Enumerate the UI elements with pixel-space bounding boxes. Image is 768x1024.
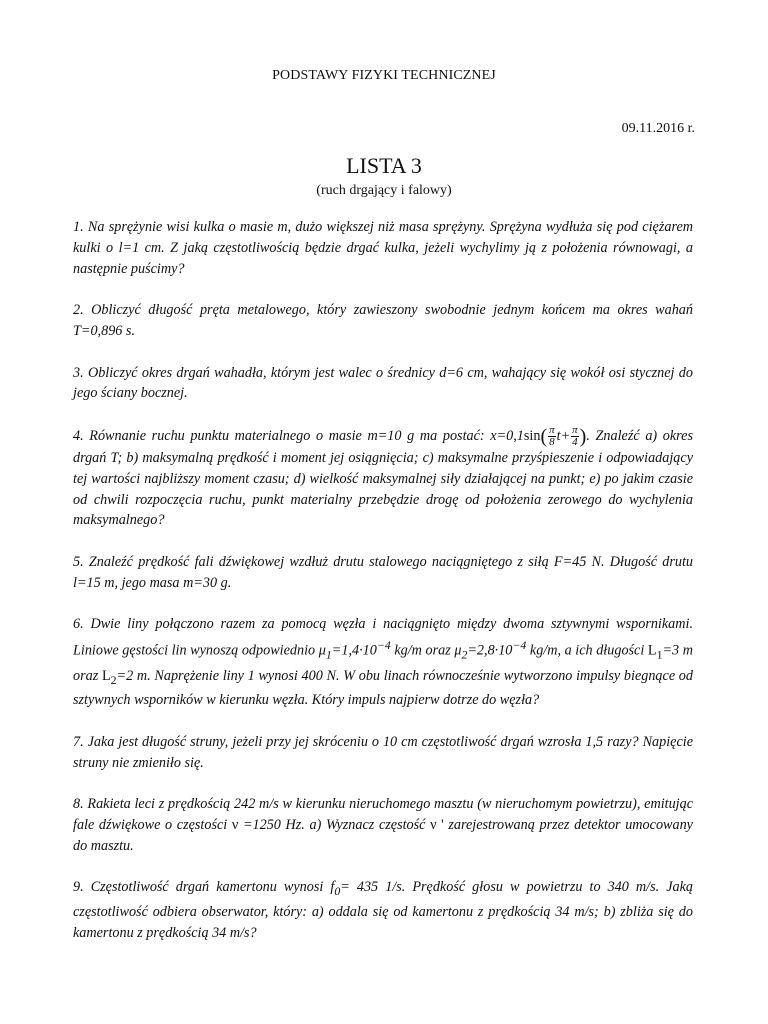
mu1-exponent: −4 xyxy=(376,638,391,653)
problem-4-rest: . Znaleźć a) okres drgań T; b) maksymalną prędkość i moment jej osiągnięcia; c) maksymalne przyśpieszenie i odpowiadający tej wartości najbliższy moment czasu; d) wielkość maksymalnej siły działającej na punkt; e) po jakim czasie od chwili rozpoczęcia ruchu, punkt materialny przebędzie drogę od położenia zerowego do wychylenia maksymalnego? xyxy=(73,427,693,529)
mu1-value: =1,4·10 xyxy=(331,642,377,659)
fraction-2-denominator: 4 xyxy=(572,435,578,448)
list-subtitle: (ruch drgający i falowy) xyxy=(316,183,452,198)
L1-subscript: 1 xyxy=(656,647,663,662)
fraction-2-numerator: π xyxy=(572,423,578,436)
problem-8-part1: 8. Rakieta leci z prędkością 242 m/s w kierunku nieruchomego masztu (w nieruchomym powietrzu), emitując fale dźwiękowe o częstości xyxy=(73,796,693,833)
problem-9 xyxy=(73,877,693,943)
problem-6 xyxy=(73,614,693,711)
problem-4-intro: 4. Równanie ruchu punktu materialnego o masie m=10 g ma postać: xyxy=(73,427,491,444)
f0-subscript: 0 xyxy=(334,884,341,899)
problem-2: 2. Obliczyć długość pręta metalowego, który zawieszony swobodnie jednym końcem ma okres wahań T=0,896 s. xyxy=(73,302,693,339)
mu2-value: =2,8·10 xyxy=(467,642,513,659)
fraction-1-denominator: 8 xyxy=(549,435,555,448)
equation-open-paren: ( xyxy=(540,425,548,448)
fraction-1-numerator: π xyxy=(549,423,555,436)
equation-x: x=0,1 xyxy=(490,427,524,444)
L1-symbol: L xyxy=(647,642,657,659)
nu-symbol: ν xyxy=(231,816,239,833)
fraction-pi-over-4 xyxy=(571,425,579,448)
L2-symbol: L xyxy=(101,667,111,684)
L1-value: =3 m oraz xyxy=(73,642,693,684)
problem-3: 3. Obliczyć okres drgań wahadła, którym jest walec o średnicy d=6 cm, wahający się wokół osi stycznej do jego ściany bocznej. xyxy=(73,364,693,402)
problem-1: 1. Na sprężynie wisi kulka o masie m, dużo większej niż masa sprężyny. Sprężyna wydłuża się pod ciężarem kulki o l=1 cm. Z jaką częstotliwością będzie drgać kulka, jeżeli wychylimy ją z położenia równowagi, a następnie puścimy? xyxy=(73,219,693,277)
problem-5: 5. Znaleźć prędkość fali dźwiękowej wzdłuż drutu stalowego naciągniętego z siłą F=45 N. Długość drutu l=15 m, jego masa m=30 g. xyxy=(73,553,693,591)
mu2-symbol: μ xyxy=(454,642,462,659)
nu-prime-symbol: ν ' xyxy=(430,816,444,833)
problem-8-part3: zarejestrowaną przez detektor umocowany do masztu. xyxy=(73,816,693,854)
f0-symbol: f xyxy=(330,879,335,896)
mu2-exponent: −4 xyxy=(512,638,527,653)
problem-9-part1: 9. Częstotliwość drgań kamertonu wynosi xyxy=(73,879,331,896)
mu2-unit: kg/m xyxy=(526,642,558,659)
problem-6-part1: 6. Dwie liny połączono razem za pomocą węzła i naciągnięto między dwoma sztywnymi wspornikami. Liniowe gęstości lin wynoszą odpowiednio xyxy=(73,616,693,659)
list-title: LISTA 3 xyxy=(346,153,422,178)
problem-6-part2: , a ich długości xyxy=(557,642,648,659)
L2-subscript: 2 xyxy=(110,672,117,687)
problem-8 xyxy=(73,794,693,856)
problem-9-part2: = 435 1/s. Prędkość głosu w powietrzu to 340 m/s. Jaką częstotliwość odbiera obserwator, który: a) oddala się od kamertonu z prędkością 34 m/s; b) zbliża się do kamertonu z prędkością 34 m/s? xyxy=(73,879,693,941)
problem-6-part3: . Naprężenie liny 1 wynosi 400 N. W obu linach równocześnie wytworzono impulsy biegnące od sztywnych wsporników w kierunku węzła. Który impuls najpierw dotrze do węzła? xyxy=(73,667,693,709)
problem-4 xyxy=(73,425,693,531)
L2-value: =2 m xyxy=(116,667,148,684)
equation-sin: sin xyxy=(523,427,541,444)
course-title: PODSTAWY FIZYKI TECHNICZNEJ xyxy=(272,68,496,83)
problem-7: 7. Jaka jest długość struny, jeżeli przy jej skróceniu o 10 cm częstotliwość drgań wzrosła 1,5 razy? Napięcie struny nie zmieniło się. xyxy=(73,733,693,771)
equation-close-paren: ) xyxy=(579,425,587,448)
mu1-symbol: μ xyxy=(318,642,326,659)
fraction-pi-over-8 xyxy=(548,425,556,448)
problem-8-part2: =1250 Hz. a) Wyznacz częstość xyxy=(238,816,431,833)
mu1-unit: kg/m xyxy=(390,642,422,659)
mu1-subscript: 1 xyxy=(325,647,332,662)
mu2-subscript: 2 xyxy=(461,647,468,662)
equation-t: t+ xyxy=(556,427,571,444)
oraz-text: oraz xyxy=(421,642,455,659)
document-date: 09.11.2016 r. xyxy=(621,121,695,136)
problem-list xyxy=(73,217,693,944)
